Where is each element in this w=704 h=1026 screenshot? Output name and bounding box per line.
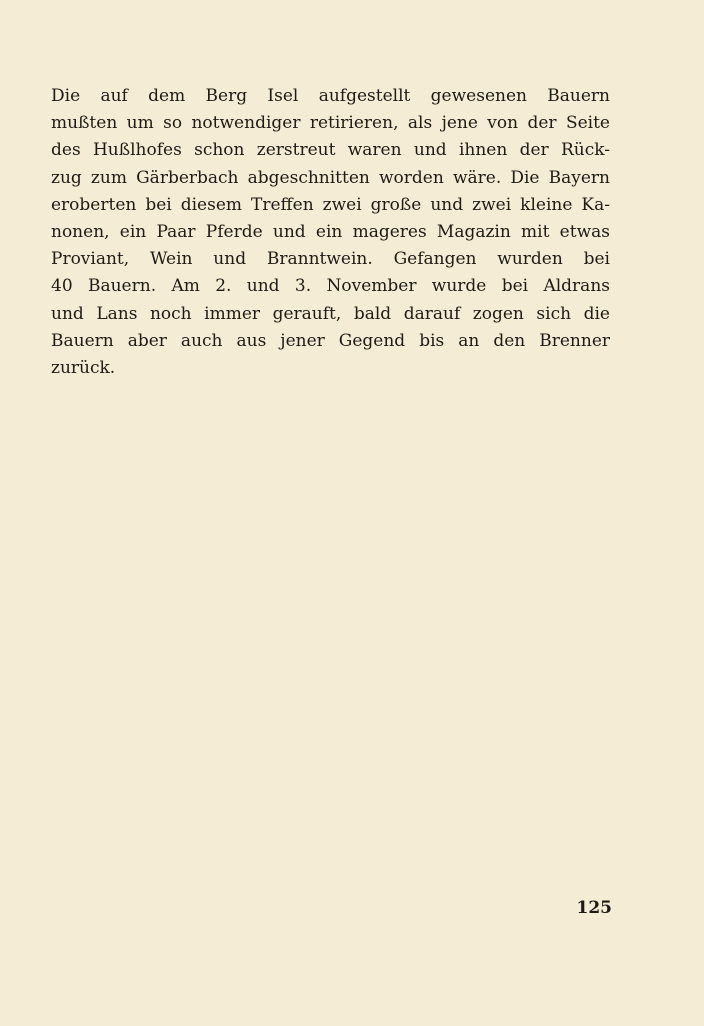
text-line-9: und Lans noch immer gerauft, bald darauf zogen sich die	[51, 303, 610, 324]
text-line-4: zug zum Gärberbach abgeschnitten worden wäre. Die Bayern	[51, 167, 610, 188]
text-line-3: des Hußlhofes schon zerstreut waren und ihnen der Rück-	[51, 140, 610, 161]
text-line-8: 40 Bauern. Am 2. und 3. November wurde bei Aldrans	[51, 276, 610, 297]
text-line-10: Bauern aber auch aus jener Gegend bis an den Brenner	[51, 330, 610, 351]
text-line-6: nonen, ein Paar Pferde und ein mageres Magazin mit etwas	[51, 221, 610, 242]
text-line-2: mußten um so notwendiger retirieren, als jene von der Seite	[51, 113, 610, 134]
body-text	[51, 83, 610, 382]
text-line-11: zurück.	[51, 357, 116, 378]
page-number: 125	[576, 898, 612, 918]
text-line-7: Proviant, Wein und Branntwein. Gefangen wurden bei	[51, 249, 610, 270]
text-line-5: eroberten bei diesem Treffen zwei große und zwei kleine Ka-	[51, 194, 610, 215]
text-line-1: Die auf dem Berg Isel aufgestellt gewesenen Bauern	[51, 86, 610, 106]
